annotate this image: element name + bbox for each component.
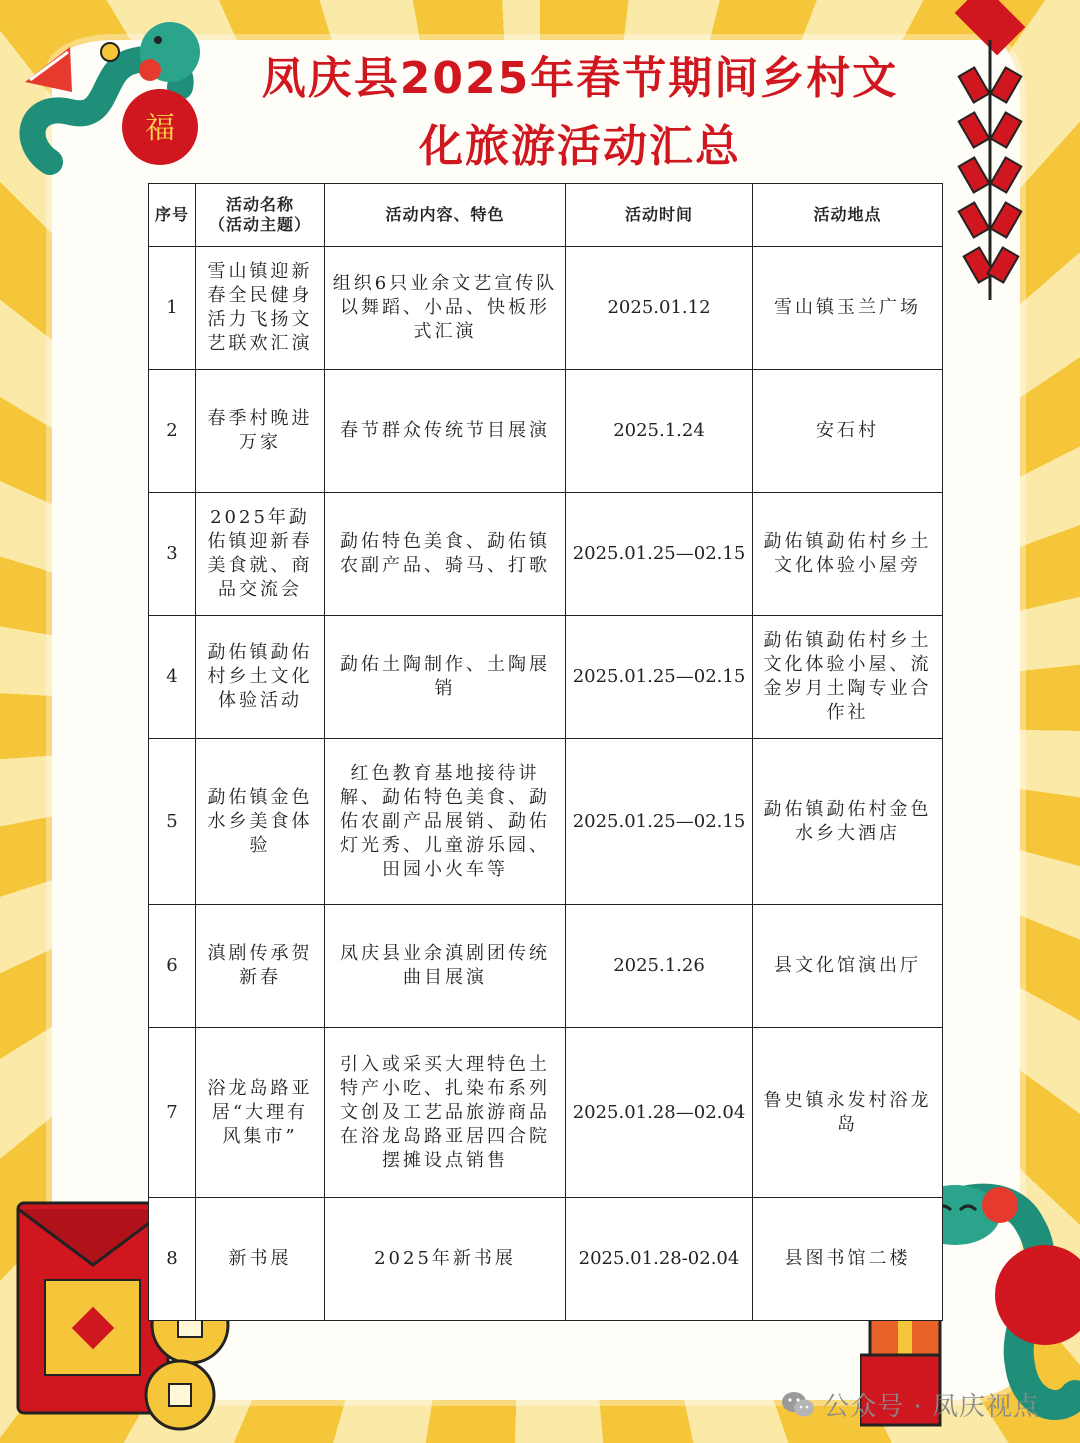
cell-time: 2025.01.25—02.15	[566, 616, 753, 739]
cell-content: 2025年新书展	[325, 1198, 566, 1321]
cell-name: 春季村晚进万家	[196, 370, 325, 493]
cell-place: 县文化馆演出厅	[753, 905, 943, 1028]
cell-time: 2025.1.26	[566, 905, 753, 1028]
table-header-row	[149, 184, 943, 247]
cell-time: 2025.01.12	[566, 247, 753, 370]
watermark-label: 公众号 · 凤庆视点	[823, 1392, 1040, 1422]
cell-name: 勐佑镇勐佑村乡土文化体验活动	[196, 616, 325, 739]
cell-content: 春节群众传统节目展演	[325, 370, 566, 493]
page-title-line2: 化旅游活动汇总	[419, 121, 741, 172]
cell-content: 勐佑特色美食、勐佑镇农副产品、骑马、打歌	[325, 493, 566, 616]
table-row	[149, 616, 943, 739]
table-row	[149, 247, 943, 370]
cell-time: 2025.01.28—02.04	[566, 1028, 753, 1198]
svg-text:福: 福	[145, 111, 175, 146]
cell-content: 红色教育基地接待讲解、勐佑特色美食、勐佑农副产品展销、勐佑灯光秀、儿童游乐园、田园小火车等	[325, 739, 566, 905]
header-time: 活动时间	[566, 184, 753, 247]
cell-time: 2025.01.25—02.15	[566, 739, 753, 905]
cell-name: 新书展	[196, 1198, 325, 1321]
cell-no: 4	[149, 616, 196, 739]
table-row	[149, 739, 943, 905]
activity-table	[148, 183, 943, 1321]
cell-name: 2025年勐佑镇迎新春美食就、商品交流会	[196, 493, 325, 616]
cell-place: 安石村	[753, 370, 943, 493]
cell-no: 8	[149, 1198, 196, 1321]
table-row	[149, 1028, 943, 1198]
table-row	[149, 1198, 943, 1321]
cell-no: 6	[149, 905, 196, 1028]
cell-name: 雪山镇迎新春全民健身活力飞扬文艺联欢汇演	[196, 247, 325, 370]
cell-time: 2025.1.24	[566, 370, 753, 493]
cell-place: 鲁史镇永发村浴龙岛	[753, 1028, 943, 1198]
cell-no: 3	[149, 493, 196, 616]
cell-no: 1	[149, 247, 196, 370]
table-row	[149, 905, 943, 1028]
header-name-line2: （活动主题）	[208, 215, 311, 234]
cell-no: 5	[149, 739, 196, 905]
header-place: 活动地点	[753, 184, 943, 247]
cell-name: 勐佑镇金色水乡美食体验	[196, 739, 325, 905]
cell-place: 雪山镇玉兰广场	[753, 247, 943, 370]
cell-time: 2025.01.28-02.04	[566, 1198, 753, 1321]
cell-content: 凤庆县业余滇剧团传统曲目展演	[325, 905, 566, 1028]
cell-content: 引入或采买大理特色土特产小吃、扎染布系列文创及工艺品旅游商品在浴龙岛路亚居四合院摆摊设点销售	[325, 1028, 566, 1198]
cell-no: 2	[149, 370, 196, 493]
header-no: 序号	[149, 184, 196, 247]
wechat-icon	[781, 1391, 815, 1419]
table-row	[149, 370, 943, 493]
cell-content: 组织6只业余文艺宣传队以舞蹈、小品、快板形式汇演	[325, 247, 566, 370]
header-content: 活动内容、特色	[325, 184, 566, 247]
header-name-line1: 活动名称	[225, 195, 294, 214]
header-name	[196, 184, 325, 247]
page-title-line1: 凤庆县2025年春节期间乡村文	[261, 53, 899, 104]
cell-name: 滇剧传承贺新春	[196, 905, 325, 1028]
cell-name: 浴龙岛路亚居“大理有风集市”	[196, 1028, 325, 1198]
cell-place: 勐佑镇勐佑村乡土文化体验小屋旁	[753, 493, 943, 616]
table-row	[149, 493, 943, 616]
cell-place: 勐佑镇勐佑村乡土文化体验小屋、流金岁月土陶专业合作社	[753, 616, 943, 739]
cell-place: 勐佑镇勐佑村金色水乡大酒店	[753, 739, 943, 905]
watermark	[781, 1386, 1040, 1423]
cell-no: 7	[149, 1028, 196, 1198]
cell-place: 县图书馆二楼	[753, 1198, 943, 1321]
cell-time: 2025.01.25—02.15	[566, 493, 753, 616]
cell-content: 勐佑土陶制作、土陶展销	[325, 616, 566, 739]
